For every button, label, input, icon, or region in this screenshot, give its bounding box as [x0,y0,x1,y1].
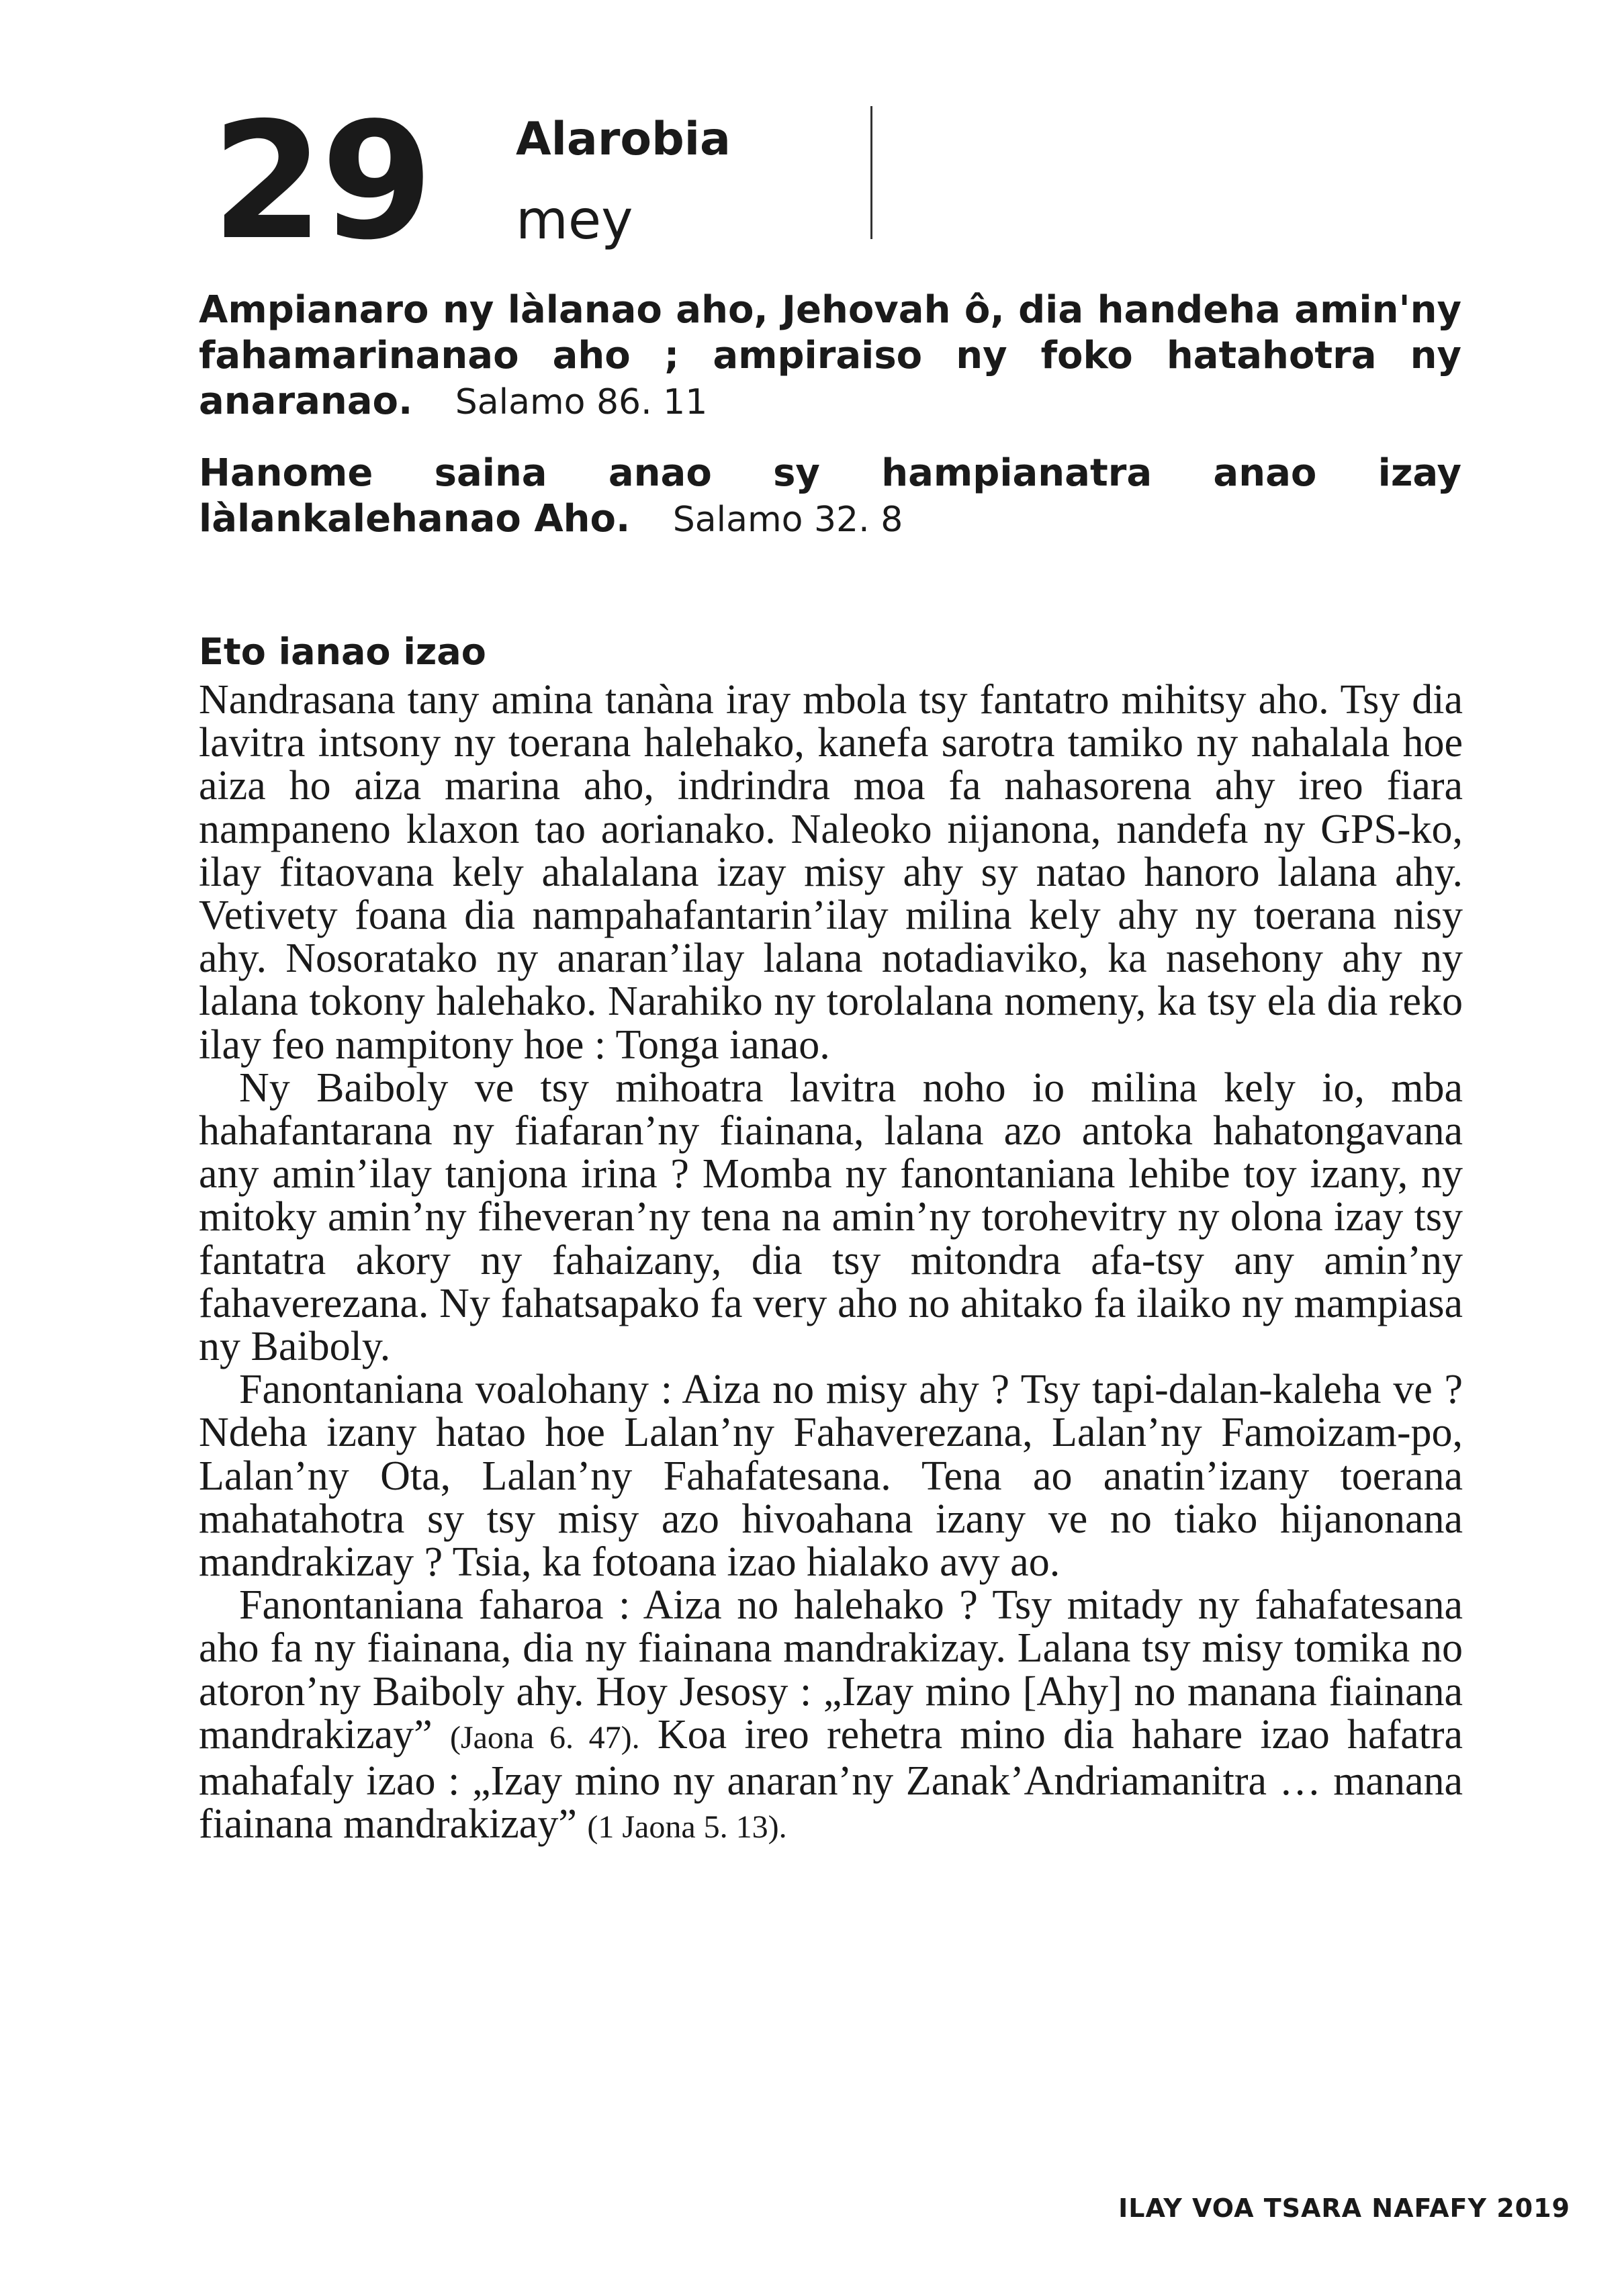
day-number: 29 [212,87,431,275]
paragraph-3: Fanontaniana voalohany : Aiza no misy ahy ? Tsy tapi-dalan-kaleha ve ? Ndeha izany hatao hoe Lalan’ny Fahaverezana, Lalan’ny Famoizam-po, Lalan’ny Ota, Lalan’ny Fahafatesana. Tena ao anatin’izany toerana mahatahotra sy tsy misy azo hivoahana izany ve no tiako hijanonana mandrakizay ? Tsia, ka fotoana izao hialako avy ao. [199,1367,1463,1586]
verse-text: Hanome saina anao sy hampianatra anao izay làlankalehanao Aho. [199,451,1461,541]
article-body [199,678,1463,1849]
paragraph-1: Nandrasana tany amina tanàna iray mbola tsy fantatro mihitsy aho. Tsy dia lavitra intsony ny toerana halehako, kanefa sarotra tamiko ny nahalala hoe aiza ho aiza marina aho, indrindra moa fa nahasorena ahy ireo fiara nampaneno klaxon tao aorianako. Naleoko nijanona, nandefa ny GPS-ko, ilay fitaovana kely ahalalana izay misy ahy sy natao hanoro lalana ahy. Vetivety foana dia nampahafantarin’ilay milina kely ahy ny toerana nisy ahy. Nosoratako ny anaran’ilay lalana notadiaviko, ka nasehony ahy ny lalana tokony halehako. Narahiko ny torolalana nomeny, ka tsy ela dia reko ilay feo nampitony hoe : Tonga ianao. [199,677,1463,1068]
section-title: Eto ianao izao [199,631,486,673]
verse-reference: Salamo 32. 8 [672,500,903,540]
verse-text: Ampianaro ny làlanao aho, Jehovah ô, dia handeha amin'ny fahamarinanao aho ; ampiraiso ny foko hatahotra ny anaranao. [199,288,1461,423]
bible-citation: (Jaona 6. 47). [449,1719,640,1756]
footer-title: ILAY VOA TSARA NAFAFY 2019 [1118,2193,1570,2223]
verse-2 [199,451,1461,543]
paragraph-2: Ny Baiboly ve tsy mihoatra lavitra noho io milina kely io, mba hahafantarana ny fiafaran’ny fiainana, lalana azo antoka hahatongavana any amin’ilay tanjona irina ? Momba ny fanontaniana lehibe toy izany, ny mitoky amin’ny fiheveran’ny tena na amin’ny torohevitry ny olona izay tsy fantatra akory ny fahaizany, dia tsy mitondra afa-tsy any amin’ny fahaverezana. Ny fahatsapako fa very aho no ahitako fa ilaiko ny mampiasa ny Baiboly. [199,1064,1463,1370]
verse-reference: Salamo 86. 11 [455,382,708,422]
verse-1 [199,287,1461,425]
header-divider [870,106,872,239]
paragraph-text: Koa ireo rehetra mino dia hahare izao hafatra mahafaly izao : „Izay mino ny anaran’ny Zanak’Andriamanitra … manana fiainana mandrakizay” [199,1711,1463,1848]
weekday-label: Alarobia [516,113,731,166]
month-label: mey [516,189,633,251]
bible-citation: (1 Jaona 5. 13). [587,1809,787,1846]
verses-block [199,287,1461,568]
paragraph-text: Fanontaniana faharoa : Aiza no halehako ? Tsy mitady ny fahafatesana aho fa ny fiainana, dia ny fiainana mandrakizay. Lalana tsy misy tomika no atoron’ny Baiboly ahy. Hoy Jesosy : „Izay mino [Ahy] no manana fiainana mandrakizay” [199,1582,1463,1758]
paragraph-4 [199,1584,1463,1849]
